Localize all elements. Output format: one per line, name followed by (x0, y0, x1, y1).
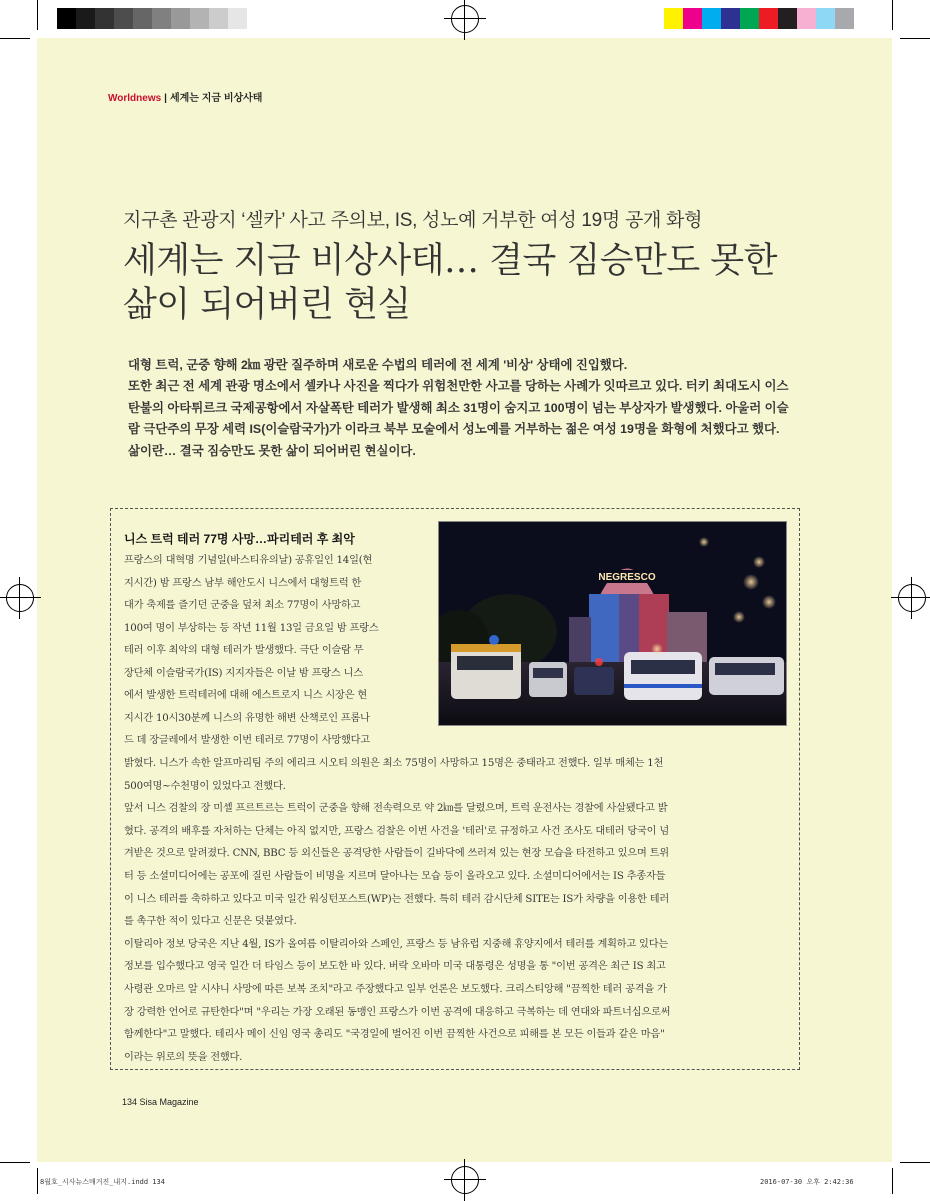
color-swatch (702, 8, 721, 29)
hotel-sign: NEGRESCO (598, 572, 656, 583)
file-slug: 8월호_시사뉴스매거진_내지.indd 134 (40, 1178, 165, 1186)
crop-mark (37, 1168, 38, 1194)
article-lead (128, 355, 793, 462)
gray-swatch (152, 8, 171, 29)
crop-mark (892, 0, 893, 30)
text-line: 100여 명이 부상하는 등 작년 11월 13일 금요일 밤 프랑스 (124, 622, 379, 634)
print-timestamp: 2016-07-30 오후 2:42:36 (760, 1178, 854, 1186)
text-line: 장단체 이슬람국가(IS) 지지자들은 이날 밤 프랑스 니스 (124, 667, 363, 679)
page-folio: 134 Sisa Magazine (122, 1097, 199, 1107)
text-line: 지시간) 밤 프랑스 남부 해안도시 니스에서 대형트럭 한 (124, 577, 362, 589)
text-line: 500여명~수천명이 있었다고 전했다. (124, 780, 286, 792)
text-line: 밝혔다. 니스가 속한 알프마리팀 주의 에리크 시오티 의원은 최소 75명이 사망하고 15명은 중태라고 전했다. 일부 매체는 1천 (124, 758, 664, 769)
section-separator: | (164, 93, 167, 104)
lead-paragraph: 또한 최근 전 세계 관광 명소에서 셀카나 사진을 찍다가 위험천만한 사고를 당하는 사례가 잇따르고 있다. 터키 최대도시 이스탄불의 아타튀르크 국제공항에서 자살폭탄 테러가 발생해 최소 31명이 숨지고 100명이 넘는 부상자가 발생했다. 아울러 이슬람 극단주의 무장 세력 IS(이슬람국가)가 이라크 북부 모술에서 성노예를 거부하는 젊은 여성 19명을 화형에 처했다고 했다. 삶이란… 결국 짐승만도 못한 삶이 되어버린 현실이다. (128, 379, 789, 458)
gray-swatch (247, 8, 266, 29)
text-line: 테러 이후 최악의 대형 테러가 발생했다. 극단 이슬람 무 (124, 645, 364, 656)
story-body-text (124, 753, 788, 1069)
color-swatch (664, 8, 683, 29)
grayscale-color-bar (57, 8, 266, 29)
text-line: 를 촉구한 적이 있다고 신문은 덧붙였다. (124, 916, 297, 928)
headline-line-1: 세계는 지금 비상사태… 결국 짐승만도 못한 (123, 241, 777, 281)
text-line: 프랑스의 대혁명 기념일(바스티유의날) 공휴일인 14일(현 (124, 555, 373, 566)
gray-swatch (228, 8, 247, 29)
text-line: 이라는 위로의 뜻을 전했다. (124, 1051, 243, 1063)
color-swatch (778, 8, 797, 29)
lead-paragraph: 대형 트럭, 군중 향해 2㎞ 광란 질주하며 새로운 수법의 테러에 전 세계 '비상' 상태에 진입했다. (128, 358, 628, 372)
article-subtitle: 지구촌 관광지 ‘셀카’ 사고 주의보, IS, 성노예 거부한 여성 19명 공개 화형 (123, 210, 703, 231)
gray-swatch (76, 8, 95, 29)
registration-mark-icon (898, 584, 926, 612)
text-line: 겨받은 것으로 알려졌다. CNN, BBC 등 외신들은 공격당한 사람들이 길바닥에 쓰러져 있는 현장 모습을 타전하고 있으며 트위 (124, 848, 669, 860)
color-swatch (683, 8, 702, 29)
text-line: 드 데 장글레에서 발생한 이번 테러로 77명이 사망했다고 (124, 735, 370, 746)
story-title: 니스 트럭 테러 77명 사망…파리테러 후 최악 (124, 532, 355, 546)
text-line: 이탈리아 정보 당국은 지난 4월, IS가 올여름 이탈리아와 스페인, 프랑스 등 남유럽 지중해 휴양지에서 테러를 계획하고 있다는 (124, 938, 668, 950)
section-name: 세계는 지금 비상사태 (169, 93, 263, 104)
text-line: 대가 축제를 즐기던 군중을 덮쳐 최소 77명이 사망하고 (124, 600, 361, 611)
gray-swatch (171, 8, 190, 29)
process-color-bar (664, 8, 854, 29)
color-swatch (797, 8, 816, 29)
text-line: 지시간 10시30분께 니스의 유명한 해변 산책로인 프롬나 (124, 712, 370, 724)
gray-swatch (114, 8, 133, 29)
crop-mark (900, 38, 930, 39)
gray-swatch (95, 8, 114, 29)
crop-mark (0, 38, 30, 39)
text-line: 장 강력한 언어로 규탄한다"며 "우리는 가장 오래된 동맹인 프랑스가 이번 공격에 대응하고 극복하는 데 연대와 파트너십으로써 (124, 1006, 671, 1018)
crop-mark (37, 0, 38, 30)
crop-mark (0, 1162, 30, 1163)
text-line: 에서 발생한 트럭테러에 대해 에스트로지 니스 시장은 현 (124, 690, 368, 701)
story-column-text (124, 550, 426, 753)
text-line: 앞서 니스 검찰의 장 미셸 프르트르는 트럭이 군중을 향해 전속력으로 약 2㎞를 달렸으며, 트럭 운전사는 경찰에 사살됐다고 밝 (124, 803, 668, 815)
article-headline (123, 239, 823, 327)
section-tag (108, 89, 262, 104)
registration-mark-icon (451, 1166, 479, 1194)
color-swatch (721, 8, 740, 29)
color-swatch (759, 8, 778, 29)
registration-mark-icon (451, 5, 479, 33)
text-line: 사령관 오마르 알 시샤니 사망에 따른 보복 조치"라고 주장했다고 일부 언론은 보도했다. 크리스티앙해 "끔찍한 테러 공격을 가 (124, 983, 667, 995)
text-line: 혔다. 공격의 배후를 자처하는 단체는 아직 없지만, 프랑스 검찰은 이번 사건을 '테러'로 규정하고 사건 조사도 대테러 당국이 넘 (124, 825, 669, 837)
gray-swatch (57, 8, 76, 29)
color-swatch (740, 8, 759, 29)
gray-swatch (133, 8, 152, 29)
color-swatch (816, 8, 835, 29)
text-line: 이 니스 테러를 축하하고 있다고 미국 일간 워싱턴포스트(WP)는 전했다. 특히 테러 감시단체 SITE는 IS가 차량을 이용한 테러 (124, 893, 670, 905)
section-brand: Worldnews (108, 93, 162, 104)
headline-line-2: 삶이 되어버린 현실 (123, 285, 411, 325)
text-line: 터 등 소셜미디어에는 공포에 질린 사람들이 비명을 지르며 달아나는 모습 등이 올라오고 있다. 소셜미디어에서는 IS 추종자들 (124, 870, 666, 882)
gray-swatch (190, 8, 209, 29)
crop-mark (900, 1162, 930, 1163)
gray-swatch (209, 8, 228, 29)
text-line: 함께한다"고 말했다. 테리사 메이 신임 영국 총리도 "국경일에 벌어진 이번 끔찍한 사건으로 피해를 본 모든 이들과 같은 마음" (124, 1029, 665, 1041)
crop-mark (892, 1168, 893, 1194)
color-swatch (835, 8, 854, 29)
text-line: 정보를 입수했다고 영국 일간 더 타임스 등이 보도한 바 있다. 버락 오바마 미국 대통령은 성명을 통 "이번 공격은 최근 IS 최고 (124, 961, 666, 973)
news-photo (438, 521, 787, 726)
nice-night-scene-image (439, 522, 786, 725)
registration-mark-icon (6, 584, 34, 612)
